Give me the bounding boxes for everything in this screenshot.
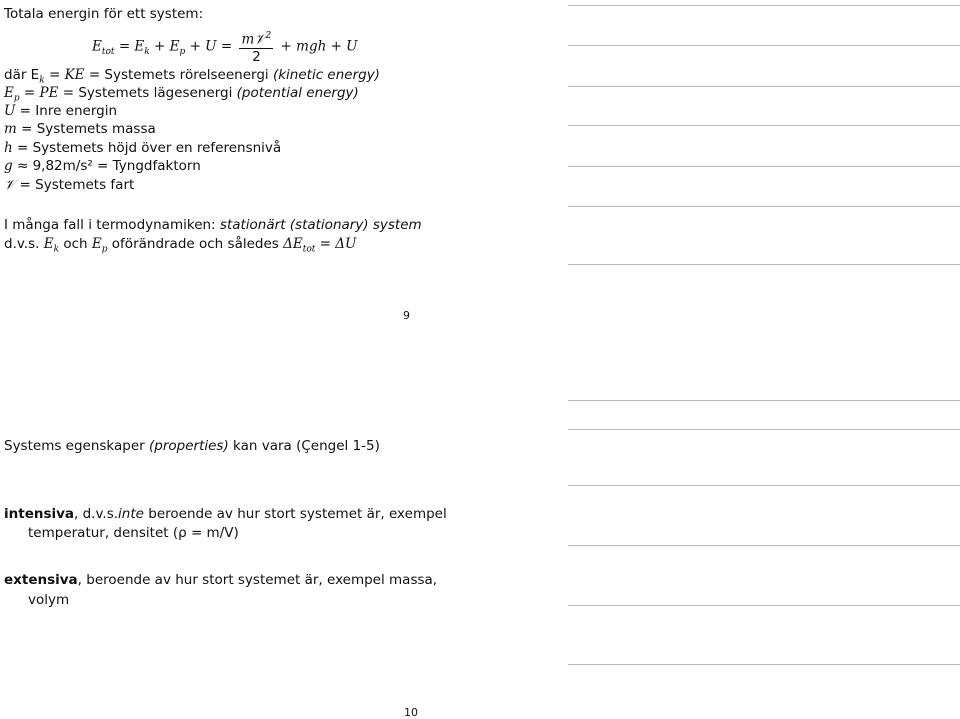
definition-u: U = Inre energin: [4, 103, 118, 119]
note-line: [568, 545, 960, 546]
note-line: [568, 45, 960, 46]
page-number: 9: [403, 309, 410, 322]
note-line: [568, 166, 960, 167]
energy-equation: $E_{tot} = E_k + E_p + U$ = $\frac{m𝒱^2}{2}$ + mgh + U: [92, 28, 358, 70]
note-line: [568, 86, 960, 87]
stationary-line: I många fall i termodynamiken: stationärt (stationary) system: [4, 217, 422, 233]
energy-fraction: $\frac{m𝒱^2}{2}$: [239, 28, 273, 65]
page-number: 10: [404, 706, 418, 719]
definition-v: 𝒱 = Systemets fart: [4, 177, 135, 193]
properties-heading: Systems egenskaper (properties) kan vara (Çengel 1-5): [4, 438, 380, 454]
extensiva-line: extensiva, beroende av hur stort systemet är, exempel massa,: [4, 572, 438, 588]
note-line: [568, 5, 960, 6]
note-line: [568, 664, 960, 665]
definition-g: g ≈ 9,82m/s² = Tyngdfaktorn: [4, 158, 201, 174]
note-line: [568, 400, 960, 401]
note-line: [568, 264, 960, 265]
note-line: [568, 605, 960, 606]
definition-h: h = Systemets höjd över en referensnivå: [4, 140, 282, 156]
dvs-line: d.v.s. $E_k$ och $E_p$ oförändrade och således $\Delta E_{tot} = \Delta U$: [4, 236, 357, 255]
note-line: [568, 429, 960, 430]
intensiva-line-2: temperatur, densitet (ρ = m/V): [28, 525, 239, 541]
intensiva-line: intensiva, d.v.s.inte beroende av hur stort systemet är, exempel: [4, 506, 447, 522]
slide-page-9: [0, 0, 960, 359]
extensiva-line-2: volym: [28, 592, 70, 608]
definition-m: m = Systemets massa: [4, 121, 156, 137]
note-line: [568, 206, 960, 207]
note-line: [568, 485, 960, 486]
definition-ek: där $E_k$ = KE = Systemets rörelseenergi (kinetic energy): [4, 67, 380, 86]
note-line: [568, 125, 960, 126]
definition-ep: $E_p$ = PE = Systemets lägesenergi (potential energy): [4, 85, 359, 104]
slide-title: Totala energin för ett system:: [4, 6, 204, 22]
slide-page-10: [0, 359, 960, 718]
